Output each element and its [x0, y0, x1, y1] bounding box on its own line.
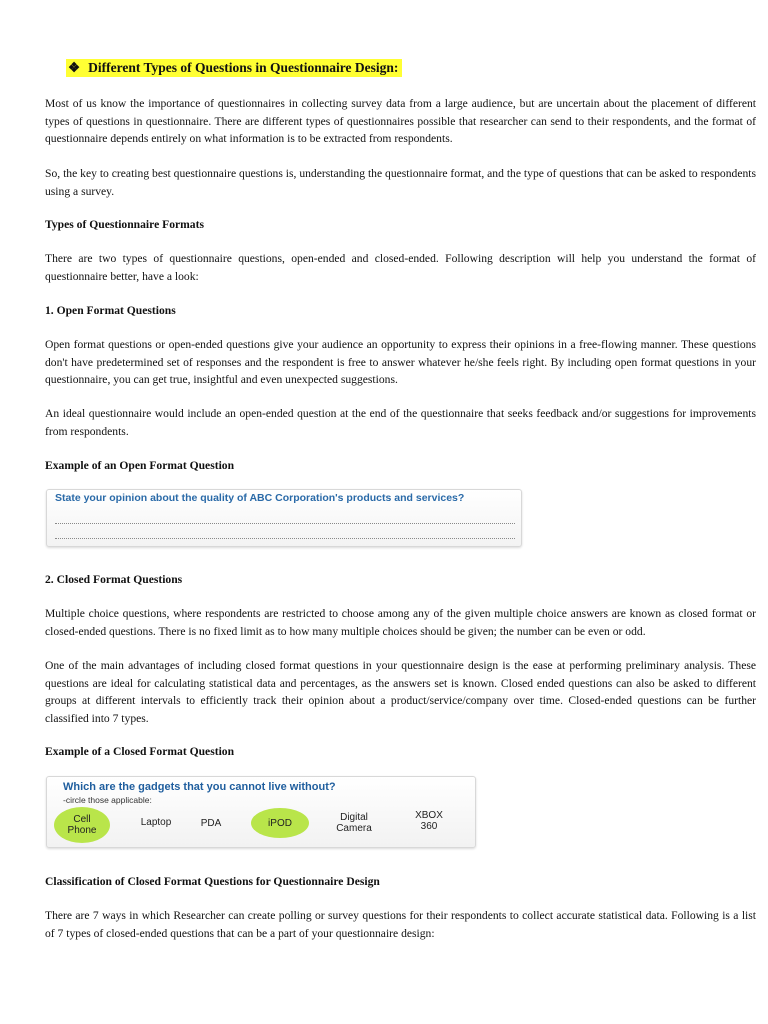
heading-open-format: 1. Open Format Questions — [45, 304, 176, 317]
heading-classification: Classification of Closed Format Questions for Questionnaire Design — [45, 875, 380, 888]
heading-closed-example: Example of a Closed Format Question — [45, 745, 235, 758]
option-laptop — [131, 817, 181, 828]
closed-question-instruction: -circle those applicable: — [63, 795, 152, 805]
closed-format-paragraph: Multiple choice questions, where respondents are restricted to choose among any of the given multiple choice answers are known as closed format or closed-ended questions. There is no fixed limit as to how many multiple choices should be given; the number can be even or odd. — [45, 607, 756, 638]
closed-question-example-image — [46, 776, 476, 848]
open-format-paragraph: Open format questions or open-ended questions give your audience an opportunity to express their opinions in a free-flowing manner. These questions don't have predetermined set of responses and the respondent is free to answer whatever he/she feels right. By including open format questions in your questionnaire, you can get true, insightful and even unexpected suggestions. — [45, 338, 756, 386]
option-label: iPOD — [268, 817, 292, 829]
classification-paragraph: There are 7 ways in which Researcher can create polling or survey questions for their respondents to collect accurate statistical data. Following is a list of 7 types of closed-ended questions that can be a part of your questionnaire design: — [45, 909, 756, 940]
key-paragraph: So, the key to creating best questionnaire questions is, understanding the questionnaire format, and the type of questions that can be asked to respondents using a survey. — [45, 167, 756, 198]
option-digital-camera — [327, 812, 381, 834]
option-xbox-360 — [411, 810, 447, 832]
option-label: PDA — [200, 818, 222, 829]
diamond-bullet-icon: ❖ — [68, 60, 81, 75]
option-pda — [191, 818, 231, 829]
closed-question-text: Which are the gadgets that you cannot live without? — [63, 781, 336, 793]
option-cell-phone — [54, 807, 110, 843]
option-label: Cell Phone — [67, 814, 97, 836]
option-label: XBOX 360 — [415, 810, 443, 832]
formats-paragraph: There are two types of questionnaire questions, open-ended and closed-ended. Following description will help you understand the format of questionnaire better, have a look: — [45, 252, 756, 283]
page-title — [66, 59, 402, 77]
option-ipod — [251, 808, 309, 838]
open-question-example-image — [46, 489, 522, 547]
option-label: Laptop — [140, 817, 172, 828]
open-question-text: State your opinion about the quality of ABC Corporation's products and services? — [55, 492, 465, 504]
intro-paragraph: Most of us know the importance of questionnaires in collecting survey data from a large audience, but are uncertain about the placement of different types of questions in questionnaire. There are different types of questionnaires possible that researcher can send to their respondents, and the format of questionnaire depends entirely on what information is to be extracted from respondents. — [45, 97, 756, 145]
heading-formats: Types of Questionnaire Formats — [45, 218, 204, 231]
title-block — [66, 59, 402, 77]
answer-line — [55, 523, 515, 524]
answer-line — [55, 538, 515, 539]
page-title-text: Different Types of Questions in Questionnaire Design: — [88, 60, 399, 75]
option-label: Digital Camera — [336, 812, 372, 834]
heading-open-example: Example of an Open Format Question — [45, 459, 235, 472]
ideal-questionnaire-paragraph: An ideal questionnaire would include an open-ended question at the end of the questionnaire that seeks feedback and/or suggestions for improvements from respondents. — [45, 407, 756, 438]
advantages-paragraph: One of the main advantages of including closed format questions in your questionnaire design is the ease at performing preliminary analysis. These questions are ideal for calculating statistical data and percentages, as the answers set is known. Closed ended questions can also be asked to different groups at different intervals to efficiently track their opinion about a product/service/company over time. Closed-ended questions can be further classified into 7 types. — [45, 659, 756, 725]
heading-closed-format: 2. Closed Format Questions — [45, 573, 183, 586]
